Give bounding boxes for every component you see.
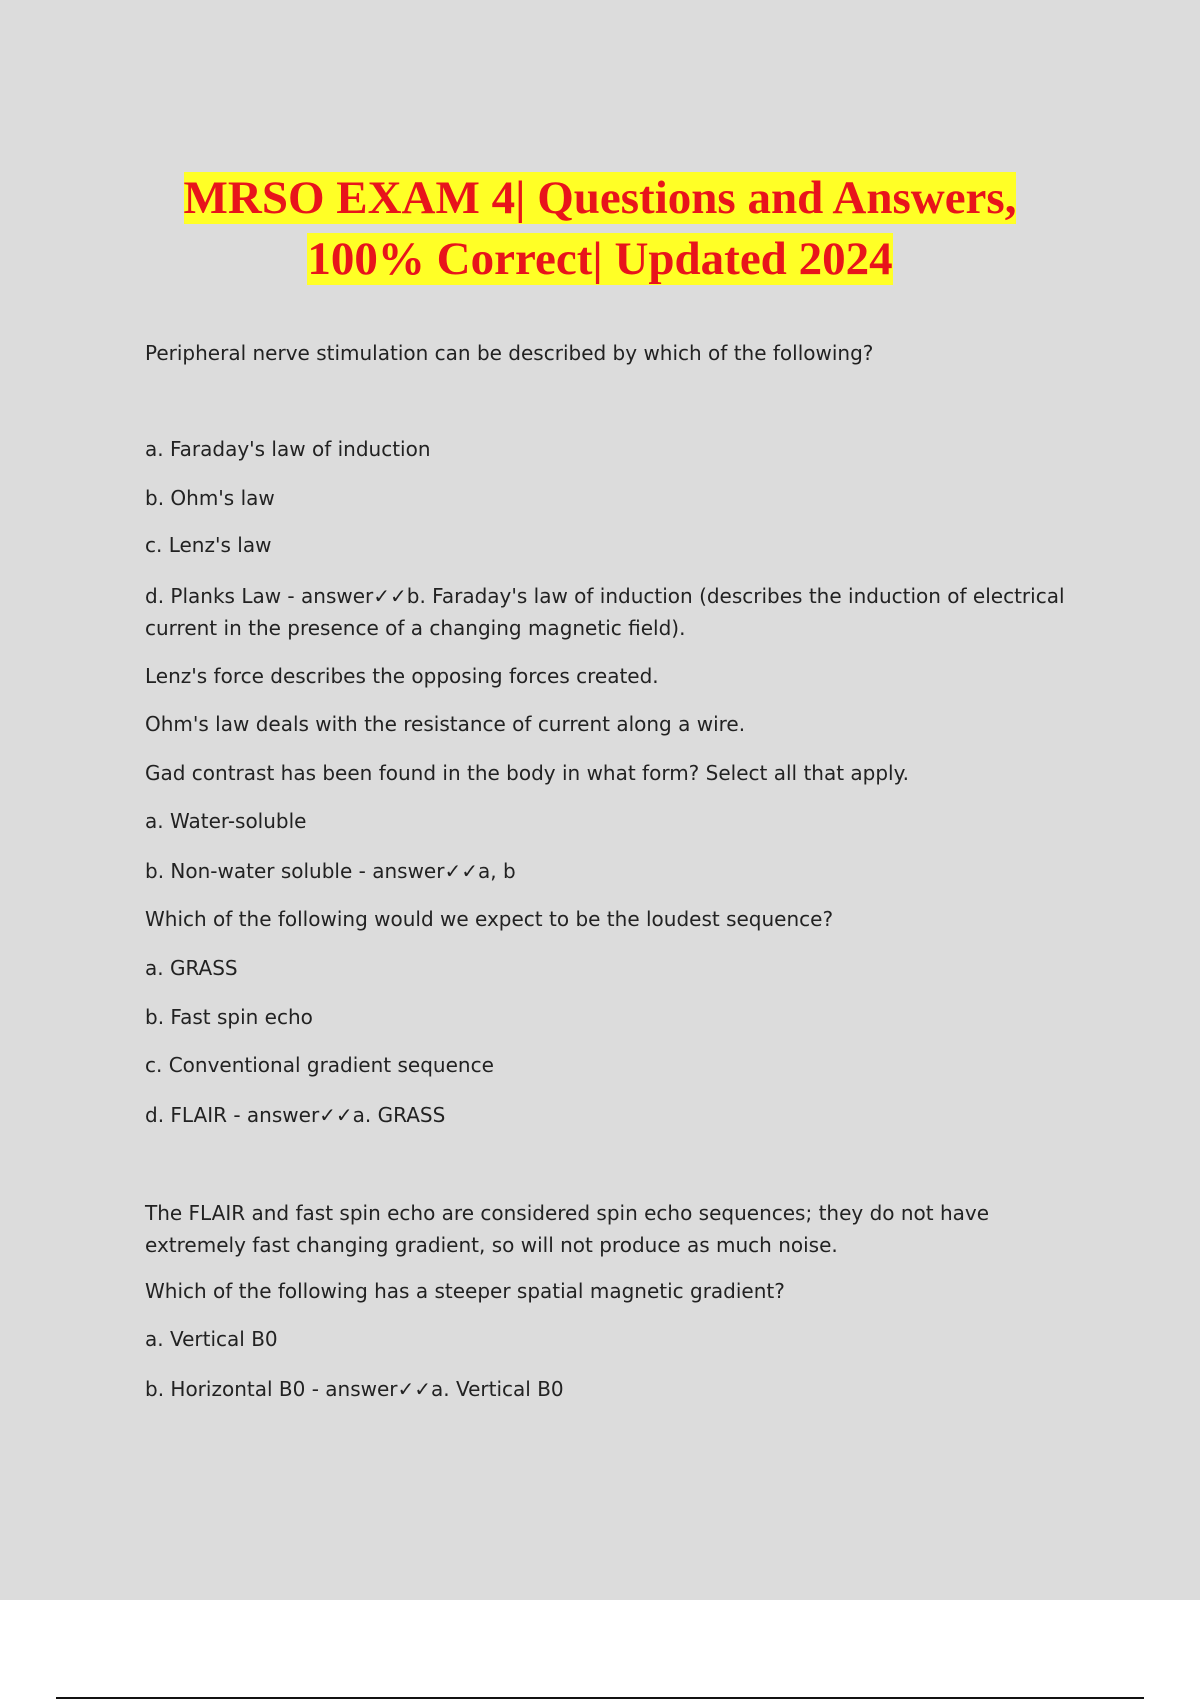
explanation-lenz: Lenz's force describes the opposing forces created. (145, 664, 659, 688)
question-4-text: Which of the following has a steeper spatial magnetic gradient? (145, 1279, 785, 1303)
question-1-option-d-answer: d. Planks Law - answer✓✓b. Faraday's law of induction (describes the induction of electrical current in the presence of a changing magnetic field). (145, 584, 1065, 640)
question-4-option-b-answer: b. Horizontal B0 - answer✓✓a. Vertical B0 (145, 1377, 564, 1401)
question-3-option-b: b. Fast spin echo (145, 1005, 313, 1029)
title-line-1: MRSO EXAM 4| Questions and Answers, (183, 172, 1017, 224)
question-2-option-a: a. Water-soluble (145, 809, 307, 833)
question-2-text: Gad contrast has been found in the body in what form? Select all that apply. (145, 761, 909, 785)
question-1-text: Peripheral nerve stimulation can be described by which of the following? (145, 341, 874, 365)
question-1-option-c: c. Lenz's law (145, 533, 272, 557)
page-divider (56, 1697, 1144, 1699)
question-3-option-c: c. Conventional gradient sequence (145, 1053, 494, 1077)
question-1-option-a: a. Faraday's law of induction (145, 437, 431, 461)
question-3-option-d-answer: d. FLAIR - answer✓✓a. GRASS (145, 1103, 446, 1127)
question-3-option-a: a. GRASS (145, 956, 238, 980)
explanation-flair: The FLAIR and fast spin echo are considered spin echo sequences; they do not have extremely fast changing gradient, so will not produce as much noise. (145, 1201, 990, 1257)
question-2-option-b-answer: b. Non-water soluble - answer✓✓a, b (145, 859, 516, 883)
question-1-option-b: b. Ohm's law (145, 486, 275, 510)
question-4-option-a: a. Vertical B0 (145, 1327, 278, 1351)
explanation-ohm: Ohm's law deals with the resistance of current along a wire. (145, 712, 746, 736)
document-title (0, 168, 1200, 290)
question-3-text: Which of the following would we expect to be the loudest sequence? (145, 907, 834, 931)
title-line-2: 100% Correct| Updated 2024 (307, 233, 893, 285)
